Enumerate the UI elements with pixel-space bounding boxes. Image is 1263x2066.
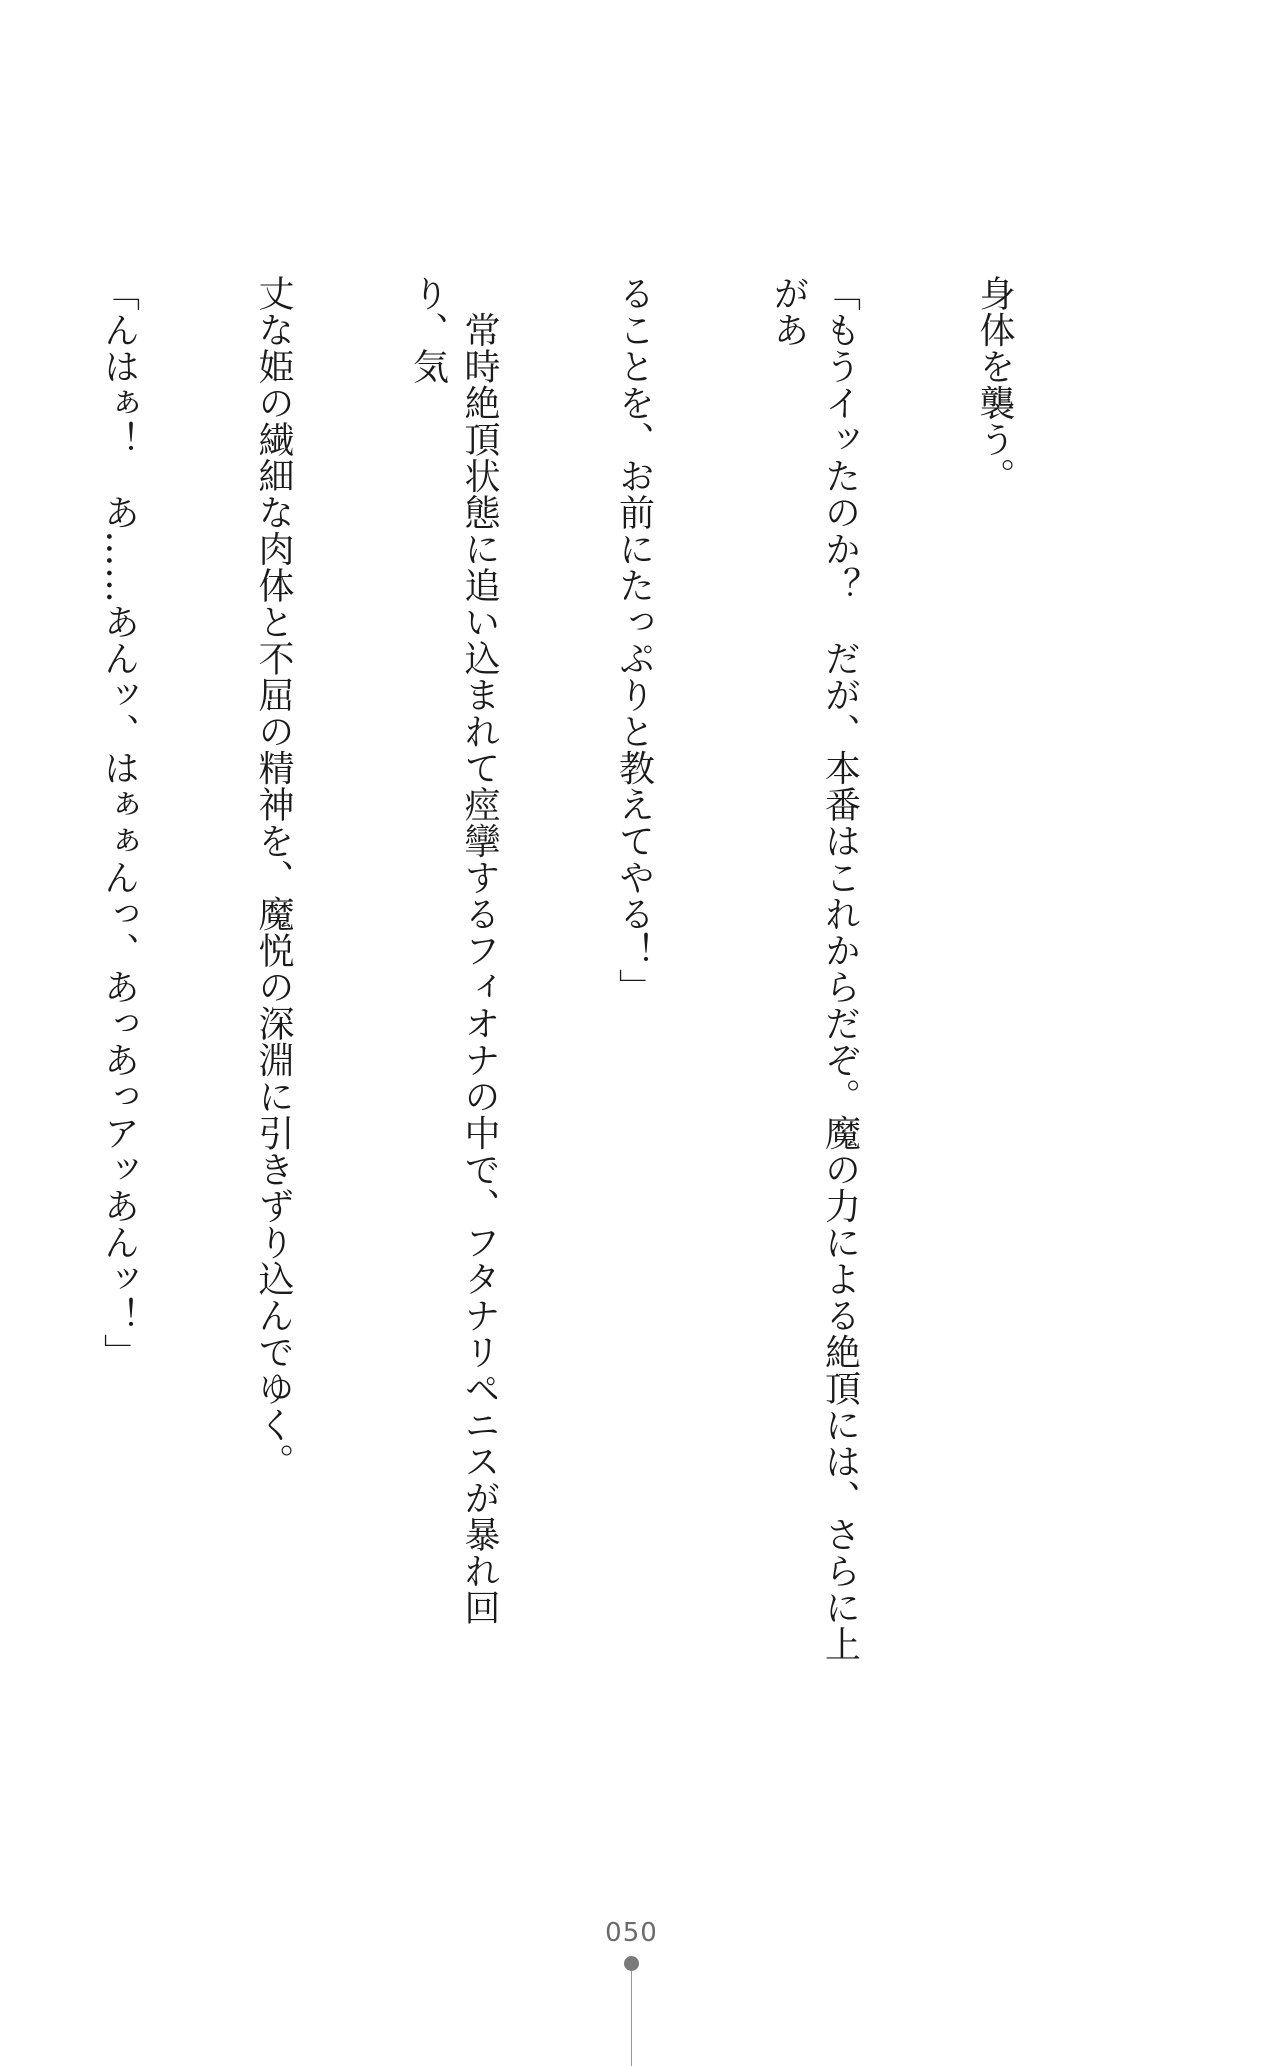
text-line: 「もうイッたのか？ だが、本番はこれからだぞ。魔の力による絶頂には、さらに上があ	[768, 275, 861, 1662]
text-line: 常時絶頂状態に追い込まれて痙攣するフィオナの中で、フタナリペニスが暴れ回り、気	[407, 275, 500, 1626]
text-line: 身体を襲う。	[974, 275, 1015, 494]
body-text	[0, 275, 1123, 1695]
text-line: ることを、お前にたっぷりと教えてやる！」	[613, 275, 655, 1005]
text-line: 「んはぁ！ あ……あんッ、はぁぁんっ、あっあっアッあんッ！」	[98, 275, 140, 1370]
folio-dot-ornament	[624, 1956, 639, 1971]
page-number: 050	[605, 1918, 658, 1948]
text-line: 丈な姫の繊細な肉体と不屈の精神を、魔悦の深淵に引きずり込んでゆく。	[253, 275, 294, 1480]
folio-vertical-rule	[631, 1971, 632, 2066]
